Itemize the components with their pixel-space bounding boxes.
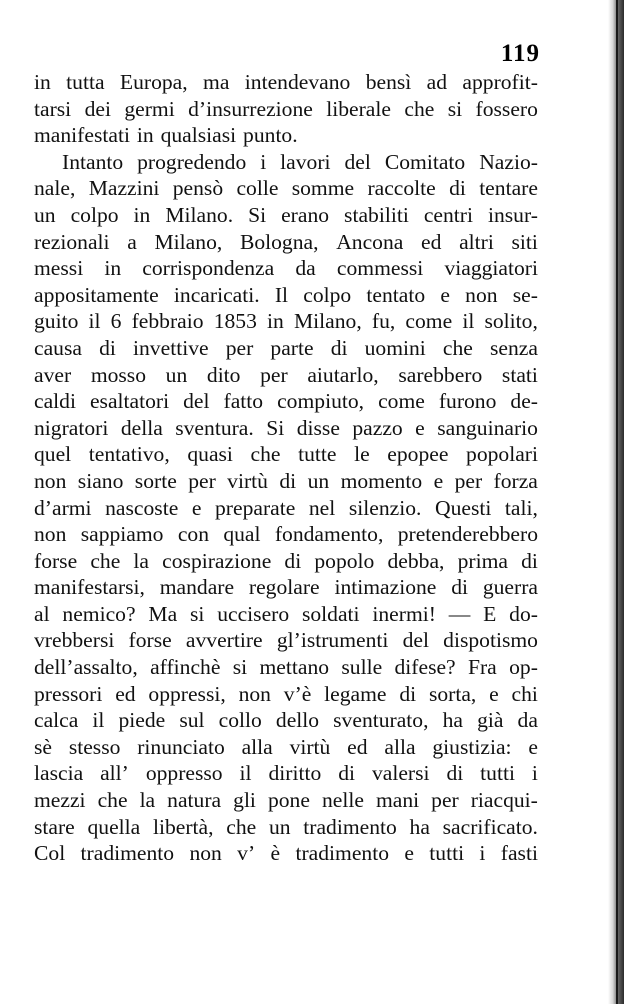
text-word: tutti [480,761,515,786]
text-word: è [270,841,281,866]
text-line [34,335,538,362]
text-word: in [34,70,51,94]
text-line [34,388,538,415]
text-word: riacqui- [470,788,538,813]
text-line [34,362,538,389]
text-word: Questi [434,495,492,520]
text-line [34,601,538,628]
text-word: ha [442,708,463,733]
text-word: tutta [66,70,105,94]
text-word: di [521,548,538,573]
text-word: e [404,841,414,866]
text-word: Mazzini [88,176,160,201]
text-word: furono [438,389,497,414]
text-word: quasi [187,442,233,467]
text-word: tradimento [80,841,175,866]
text-word: uccisero [217,601,290,626]
text-word: che [404,96,435,121]
text-word: ed [421,229,442,254]
text-word: pone [267,788,310,813]
text-word: sorta, [428,681,477,706]
text-line [34,175,538,202]
text-word: fasti [500,841,538,866]
text-word: intendevano [244,70,351,94]
text-word: Comitato [384,149,466,174]
text-word: colpo [70,202,119,227]
text-word: regolare [248,575,320,600]
text-word: le [354,442,370,467]
text-word: v’è [283,681,312,706]
text-word: non [465,282,498,307]
text-word: la [139,788,156,813]
text-line [34,814,538,841]
text-word: 1853 [213,309,257,334]
text-word: alla [384,734,416,759]
text-word: pressori [34,681,103,706]
text-word: dispotismo [443,628,538,653]
text-word: erano [281,202,330,227]
text-word: nascoste [105,495,179,520]
text-word: di [446,761,464,786]
text-word: qualsiasi [160,123,237,148]
text-word: raccolte [367,176,436,201]
text-line [34,69,538,96]
text-word: un [165,362,188,387]
text-line [34,681,538,708]
text-word: di [284,548,302,573]
text-word: somme [291,176,355,201]
text-word: Nazio- [479,149,538,174]
text-word: ma [203,70,230,94]
text-word: fu, [371,309,396,334]
text-word: che [250,442,281,467]
text-word: incaricati. [173,282,260,307]
text-word: del [402,628,429,653]
text-line [34,255,538,282]
text-word: nelle [321,788,364,813]
text-word: forza [493,468,538,493]
text-word: tradimento [303,814,397,839]
text-word: difese? [394,655,456,680]
text-word: viaggiatori [444,256,538,281]
text-word: compiuto, [277,389,365,414]
text-word: oppressi, [148,681,226,706]
text-word: appositamente [34,282,159,307]
text-word: i [479,841,486,866]
text-word: collo [218,708,262,733]
text-word: tentare [479,176,538,201]
text-word: virtù [227,468,268,493]
text-line [34,282,538,309]
text-word: oppresso [145,761,223,786]
text-word: di [451,575,469,600]
text-word: tentativo, [88,442,170,467]
text-line [34,787,538,814]
text-word: fatto [223,389,264,414]
text-word: non [34,522,67,547]
text-word: sventurato, [333,708,429,733]
text-word: di [330,335,348,360]
text-word: mosso [90,362,147,387]
text-word: uomini [364,335,426,360]
text-line [34,548,538,575]
text-word: caldi [34,389,76,414]
text-word: sè [34,734,52,759]
text-word: altri [459,229,494,254]
text-line [34,308,538,335]
text-word: gl’istrumenti [276,628,389,653]
text-word: germi [124,96,175,121]
text-word: se- [512,282,538,307]
text-word: sul [179,708,205,733]
text-line [34,627,538,654]
text-word: preparate [215,495,296,520]
text-word: di [279,468,297,493]
text-word: fondamento, [274,522,384,547]
text-word: per [188,468,216,493]
text-word: invettive [133,335,209,360]
text-word: manifestarsi, [34,575,145,600]
text-word: d’armi [34,495,92,520]
text-word: stati [501,362,538,387]
text-word: tali, [504,495,538,520]
text-word: rinunciato [137,734,225,759]
text-word: e [191,495,202,520]
text-word: il [92,708,105,733]
text-word: messi [34,256,84,281]
text-word: della [120,415,163,440]
text-line [34,468,538,495]
text-word: guito [34,309,79,334]
text-word: si [232,655,248,680]
text-word: del [183,389,210,414]
text-line [34,122,538,149]
text-word: dell’assalto, [34,655,138,680]
text-word: forse [128,628,172,653]
text-line [34,149,538,176]
text-word: Si [248,202,267,227]
text-word: e [433,468,444,493]
text-word: approfit- [462,70,538,94]
text-line [34,574,538,601]
text-word: dei [84,96,111,121]
text-word: sappiamo [80,522,164,547]
text-word: che [97,788,128,813]
text-word: chi [511,681,538,706]
text-line [34,760,538,787]
text-line [34,521,538,548]
text-word: per [225,335,254,360]
text-word: corrispondenza [142,256,275,281]
text-line [34,96,538,123]
text-word: del [344,149,371,174]
text-word: Europa, [119,70,188,94]
text-word: Milano, [154,229,223,254]
text-word: si [189,601,205,626]
text-word: siano [77,468,124,493]
text-word: e [528,734,538,759]
text-word: valersi [371,761,430,786]
text-word: Ancona [336,229,404,254]
text-word: non [189,841,222,866]
text-word: avvertire [185,628,263,653]
text-word: sanguinario [437,415,538,440]
text-word: dito [206,362,241,387]
text-word: aver [34,362,72,387]
page-binding-line [616,0,618,1004]
text-word: pensò [172,176,224,201]
text-word: giustizia: [432,734,512,759]
text-word: un [268,814,291,839]
text-word: quella [87,814,141,839]
text-word: i [531,761,538,786]
text-word: tentato [366,282,426,307]
text-line [34,734,538,761]
text-word: che [90,548,121,573]
text-word: per [454,468,483,493]
text-word: popolari [466,442,538,467]
text-line [34,654,538,681]
text-word: nel [308,495,336,520]
text-word: Col [34,841,66,866]
text-word: lascia [34,761,84,786]
text-word: Ma [148,601,178,626]
text-word: nigratori [34,415,109,440]
body-text [34,69,538,867]
text-word: guerra [482,575,538,600]
text-word: dello [275,708,320,733]
text-word: stabiliti [344,202,409,227]
text-word: prima [457,548,508,573]
text-word: e [415,415,425,440]
text-word: già [477,708,504,733]
text-word: causa [34,335,82,360]
text-word: in [104,256,122,281]
text-word: legame [324,681,387,706]
text-word: di [449,176,466,201]
text-word: tradimento [295,841,389,866]
text-word: per [260,362,288,387]
text-word: come [405,309,453,334]
text-word: un [34,202,56,227]
text-word: nemico? [62,601,136,626]
text-word: sorte [134,468,177,493]
text-word: d’insurrezione [188,96,313,121]
text-word: colle [236,176,279,201]
text-word: di [399,681,417,706]
text-word: inermi! [372,601,436,626]
text-word: virtù [289,734,331,759]
text-word: 6 [110,309,122,334]
text-word: che [442,335,473,360]
text-word: siti [511,229,538,254]
text-word: un [307,468,330,493]
text-word: stare [34,814,75,839]
text-word: febbraio [131,309,204,334]
text-word: punto. [243,123,298,148]
text-line [34,415,538,442]
text-word: op- [509,655,538,680]
text-word: piede [118,708,166,733]
text-word: Milano, [293,309,362,334]
text-word: soldati [301,601,360,626]
text-word: alla [241,734,273,759]
text-word: fossero [475,96,538,121]
text-word: in [133,202,151,227]
text-word: solito, [484,309,538,334]
text-word: Il [274,282,289,307]
text-word: mettano [259,655,330,680]
text-word: epopee [387,442,449,467]
text-word: in [136,123,154,148]
text-word: sventura. [175,415,254,440]
text-word: al [34,601,50,626]
page-number: 119 [500,40,540,67]
text-line [34,229,538,256]
text-word: stesso [68,734,121,759]
text-word: manifestati [34,123,130,148]
text-word: in [267,309,284,334]
text-word: mezzi [34,788,86,813]
text-word: ad [426,70,448,94]
text-line [34,840,538,867]
text-word: tutte [298,442,337,467]
text-word: di [338,761,355,786]
text-word: gli [233,788,256,813]
text-word: nale, [34,176,76,201]
text-word: Bologna, [239,229,319,254]
text-word: natura [167,788,222,813]
text-word: non [34,468,67,493]
text-word: di [99,335,116,360]
text-word: commessi [336,256,424,281]
text-word: cospirazione [162,548,272,573]
text-word: Intanto [62,149,124,174]
text-word: Si [266,415,285,440]
text-line [34,707,538,734]
text-word: momento [340,468,423,493]
text-word: ed [347,734,368,759]
text-word: esaltatori [89,389,170,414]
text-word: calca [34,708,79,733]
text-line [34,202,538,229]
text-word: popolo [314,548,375,573]
text-word: — [448,601,471,626]
text-word: da [295,256,316,281]
text-word: a [127,229,137,254]
text-word: mani [375,788,420,813]
text-line [34,441,538,468]
text-word: la [133,548,150,573]
text-word: rezionali [34,229,110,254]
text-word: forse [34,548,78,573]
text-word: Milano. [165,202,234,227]
text-word: ed [115,681,136,706]
text-word: vrebbersi [34,628,115,653]
text-line [34,495,538,522]
text-word: da [517,708,538,733]
text-word: silenzio. [348,495,422,520]
text-word: e [440,282,450,307]
text-word: il [88,309,101,334]
text-word: intimazione [334,575,437,600]
text-word: colpo [303,282,352,307]
text-word: aiutarlo, [307,362,379,387]
text-word: si [447,96,463,121]
text-word: disse [296,415,340,440]
text-word: qual [223,522,261,547]
text-word: affinchè [150,655,221,680]
text-word: lavori [280,149,331,174]
text-word: centri [423,202,473,227]
text-word: progredendo [137,149,247,174]
text-word: pretenderebbero [397,522,538,547]
text-word: mandare [159,575,235,600]
text-word: non [238,681,271,706]
text-word: debba, [387,548,445,573]
text-word: tutti [429,841,465,866]
text-word: bensì [365,70,412,94]
text-word: con [177,522,209,547]
text-word: il [239,761,252,786]
text-word: i [260,149,267,174]
text-word: do- [509,601,538,626]
text-word: parte [270,335,314,360]
text-word: all’ [100,761,129,786]
text-word: e [489,681,499,706]
text-word: che [226,814,257,839]
text-word: per [431,788,459,813]
text-word: quel [34,442,72,467]
text-word: sarebbero [398,362,483,387]
text-word: insur- [487,202,538,227]
text-word: il [462,309,475,334]
text-word: come [378,389,425,414]
text-word: libertà, [152,814,214,839]
text-word: sacrificato. [442,814,538,839]
text-word: sulle [341,655,383,680]
text-word: ha [409,814,430,839]
text-word: E [483,601,497,626]
text-word: pazzo [352,415,403,440]
text-word: Fra [467,655,497,680]
text-word: de- [510,389,538,414]
text-word: senza [490,335,538,360]
text-word: v’ [237,841,256,866]
text-word: tarsi [34,96,72,121]
text-word: diritto [268,761,322,786]
text-word: liberale [326,96,391,121]
